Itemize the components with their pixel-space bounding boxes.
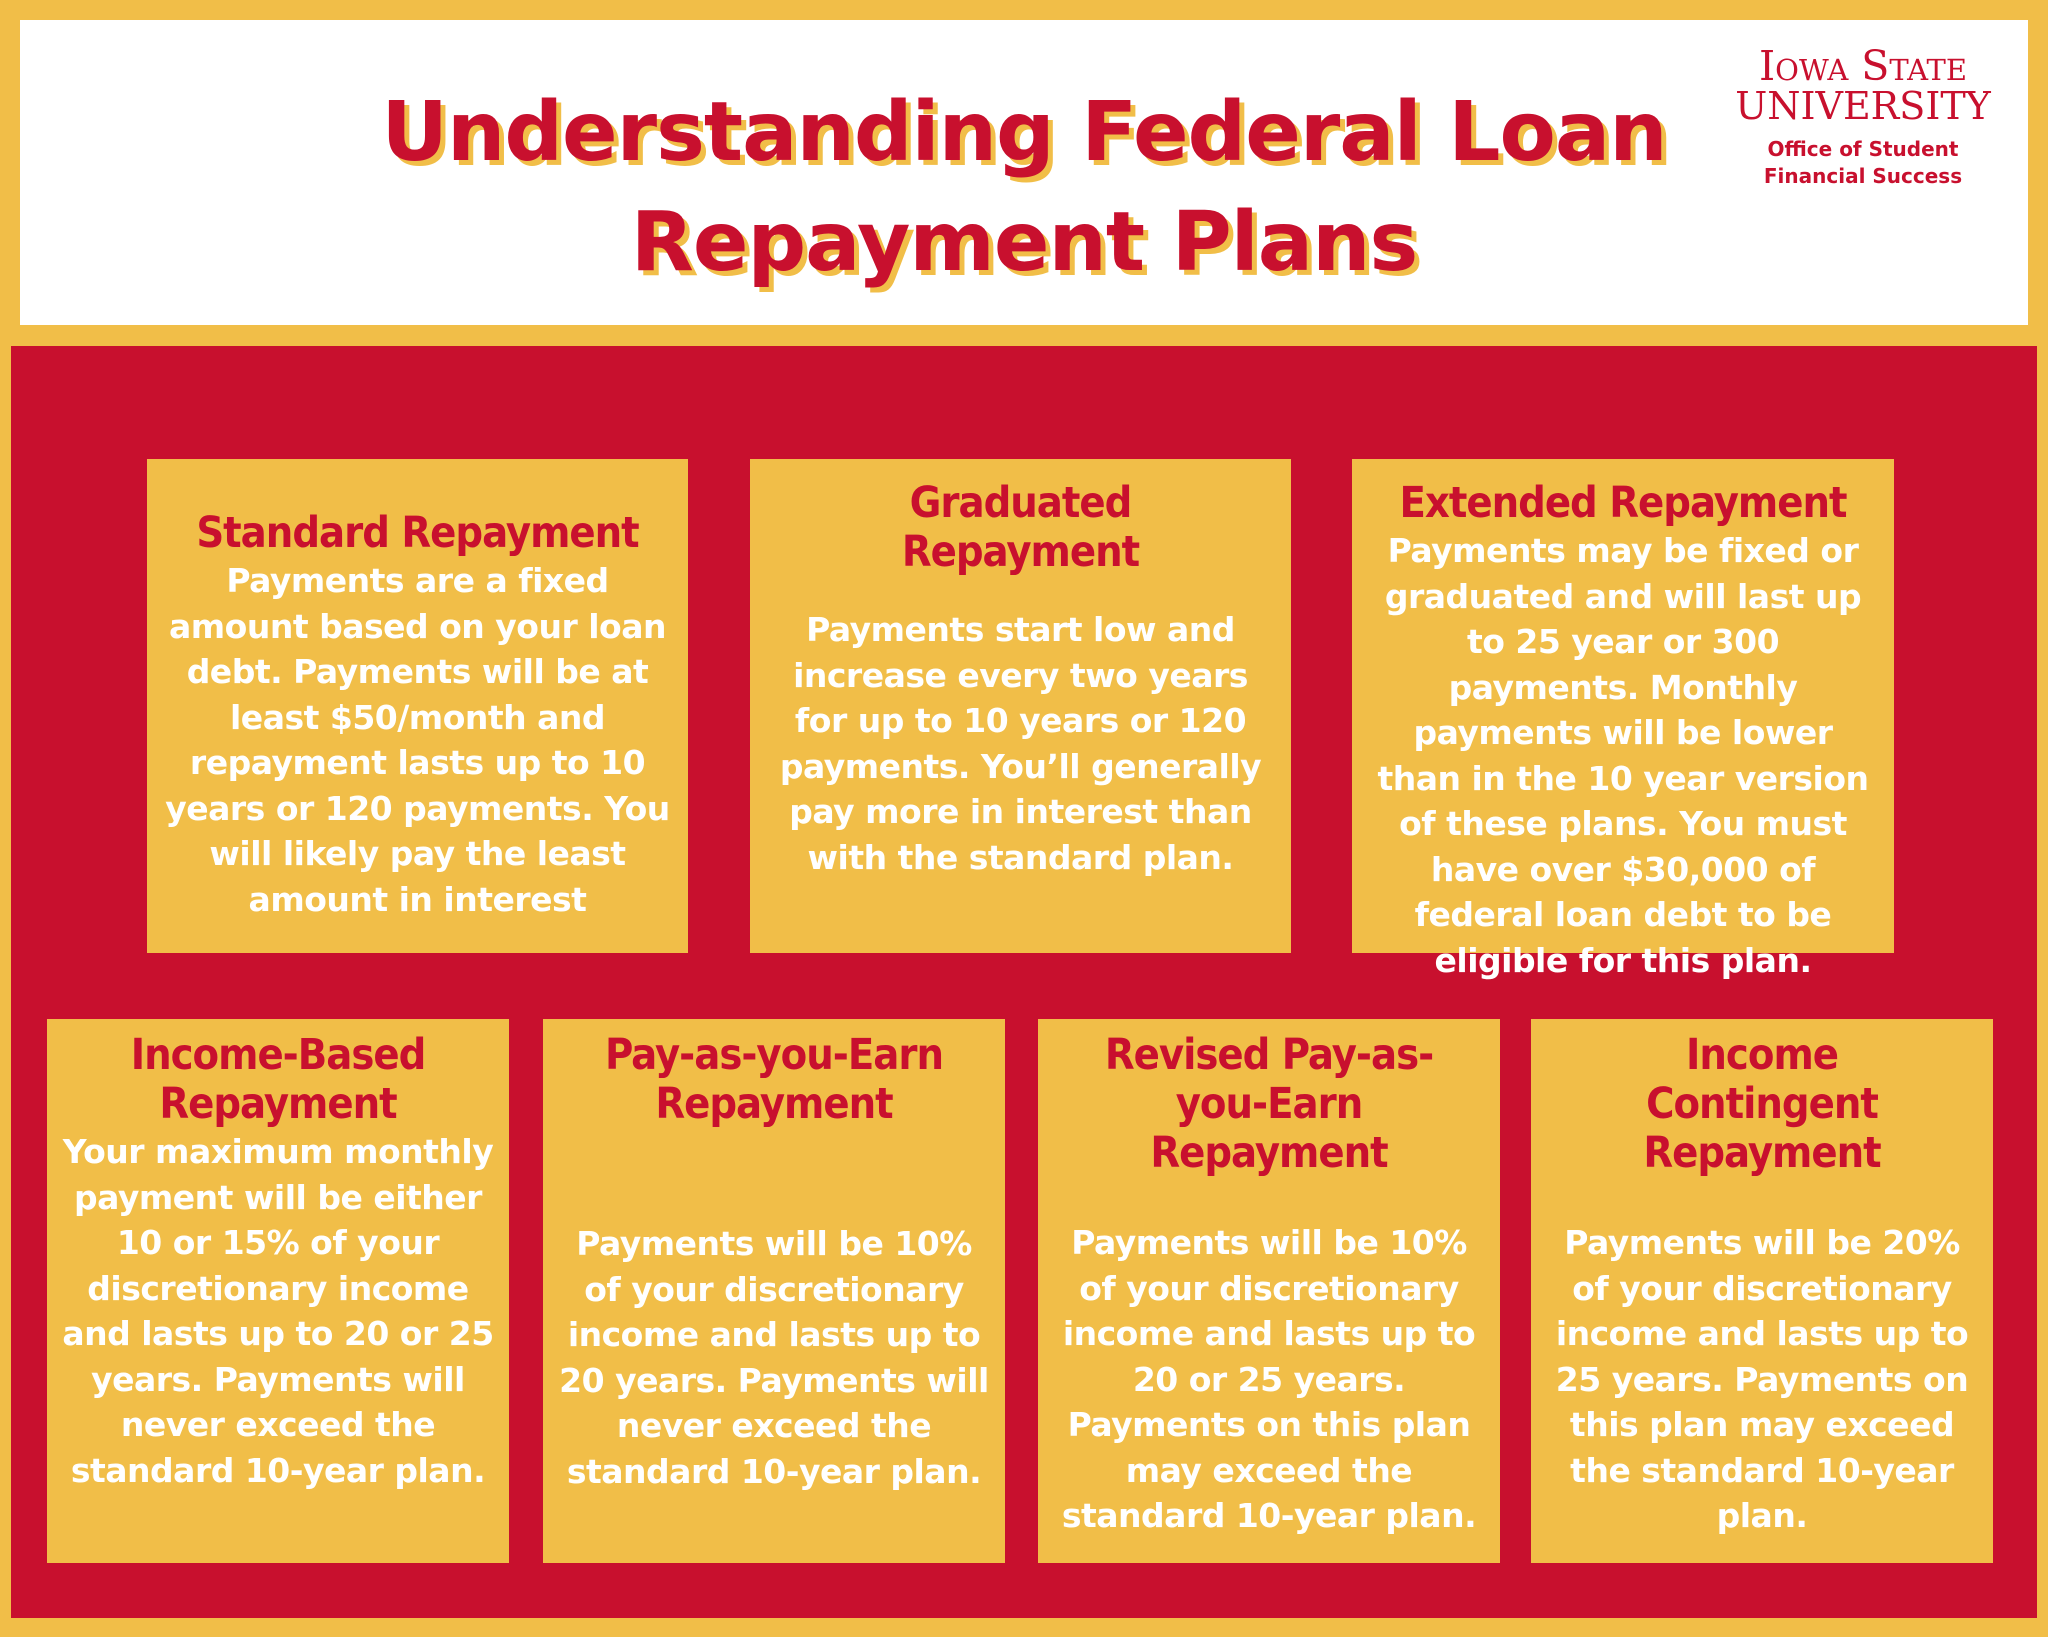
plan-card-income-based <box>47 1019 509 1563</box>
plan-card-extended <box>1352 459 1894 980</box>
plan-description: Payments are a fixed amount based on your loan debt. Payments will be at least $50/month and repayment lasts up to 10 years or 120 payments. You will likely pay the least amount in interest <box>165 561 670 919</box>
plan-card-revised-pay-as-you-earn <box>1038 1019 1500 1563</box>
header-banner <box>9 9 2039 336</box>
office-line-2: Financial Success <box>1763 164 1963 188</box>
plan-card-pay-as-you-earn <box>543 1019 1005 1563</box>
plan-title: Extended Repayment <box>1399 478 1847 528</box>
plan-title: Standard Repayment <box>196 508 639 558</box>
plan-title: Pay-as-you-Earn Repayment <box>604 1030 943 1129</box>
plan-description: Payments will be 10% of your discretionary income and lasts up to 20 or 25 years. Payments on this plan may exceed the standard 10-year plan. <box>1061 1223 1477 1535</box>
office-line-1: Office of Student <box>1767 137 1959 161</box>
plan-card-income-contingent <box>1531 1019 1993 1563</box>
page-title-line-2: Repayment Plans <box>630 195 1418 290</box>
logo-line-2: UNIVERSITY <box>1735 84 1991 128</box>
logo-line-1: Iowa State <box>1758 42 1968 90</box>
page-title-line-1: Understanding Federal Loan <box>381 85 1667 180</box>
page-title <box>20 78 2028 298</box>
plan-title: Revised Pay-as-you-Earn Repayment <box>1104 1030 1434 1178</box>
plan-description: Payments will be 20% of your discretionary income and lasts up to 25 years. Payments on this plan may exceed the standard 10-year plan. <box>1555 1223 1969 1535</box>
plan-title: Income Contingent Repayment <box>1643 1030 1881 1178</box>
plan-description: Payments may be fixed or graduated and will last up to 25 year or 300 payments. Monthly payments will be lower than in the 10 year version of these plans. You must have over $30,000 of federal loan debt to be eligible for this plan. <box>1377 531 1869 980</box>
plan-title: Graduated Repayment <box>901 478 1140 577</box>
plan-description: Payments start low and increase every two years for up to 10 years or 120 payments. You’ll generally pay more in interest than with the standard plan. <box>779 610 1262 877</box>
plan-description: Payments will be 10% of your discretionary income and lasts up to 20 years. Payments will never exceed the standard 10-year plan. <box>559 1224 989 1491</box>
university-wordmark <box>1728 42 1998 128</box>
plan-title: Income-Based Repayment <box>130 1030 426 1129</box>
university-logo <box>1728 42 1998 190</box>
plan-card-graduated <box>750 459 1291 953</box>
plan-description: Your maximum monthly payment will be either 10 or 15% of your discretionary income and lasts up to 20 or 25 years. Payments will never exceed the standard 10-year plan. <box>62 1132 494 1490</box>
plan-card-standard <box>147 459 688 953</box>
plans-panel <box>11 346 2037 1618</box>
office-name <box>1728 136 1998 190</box>
